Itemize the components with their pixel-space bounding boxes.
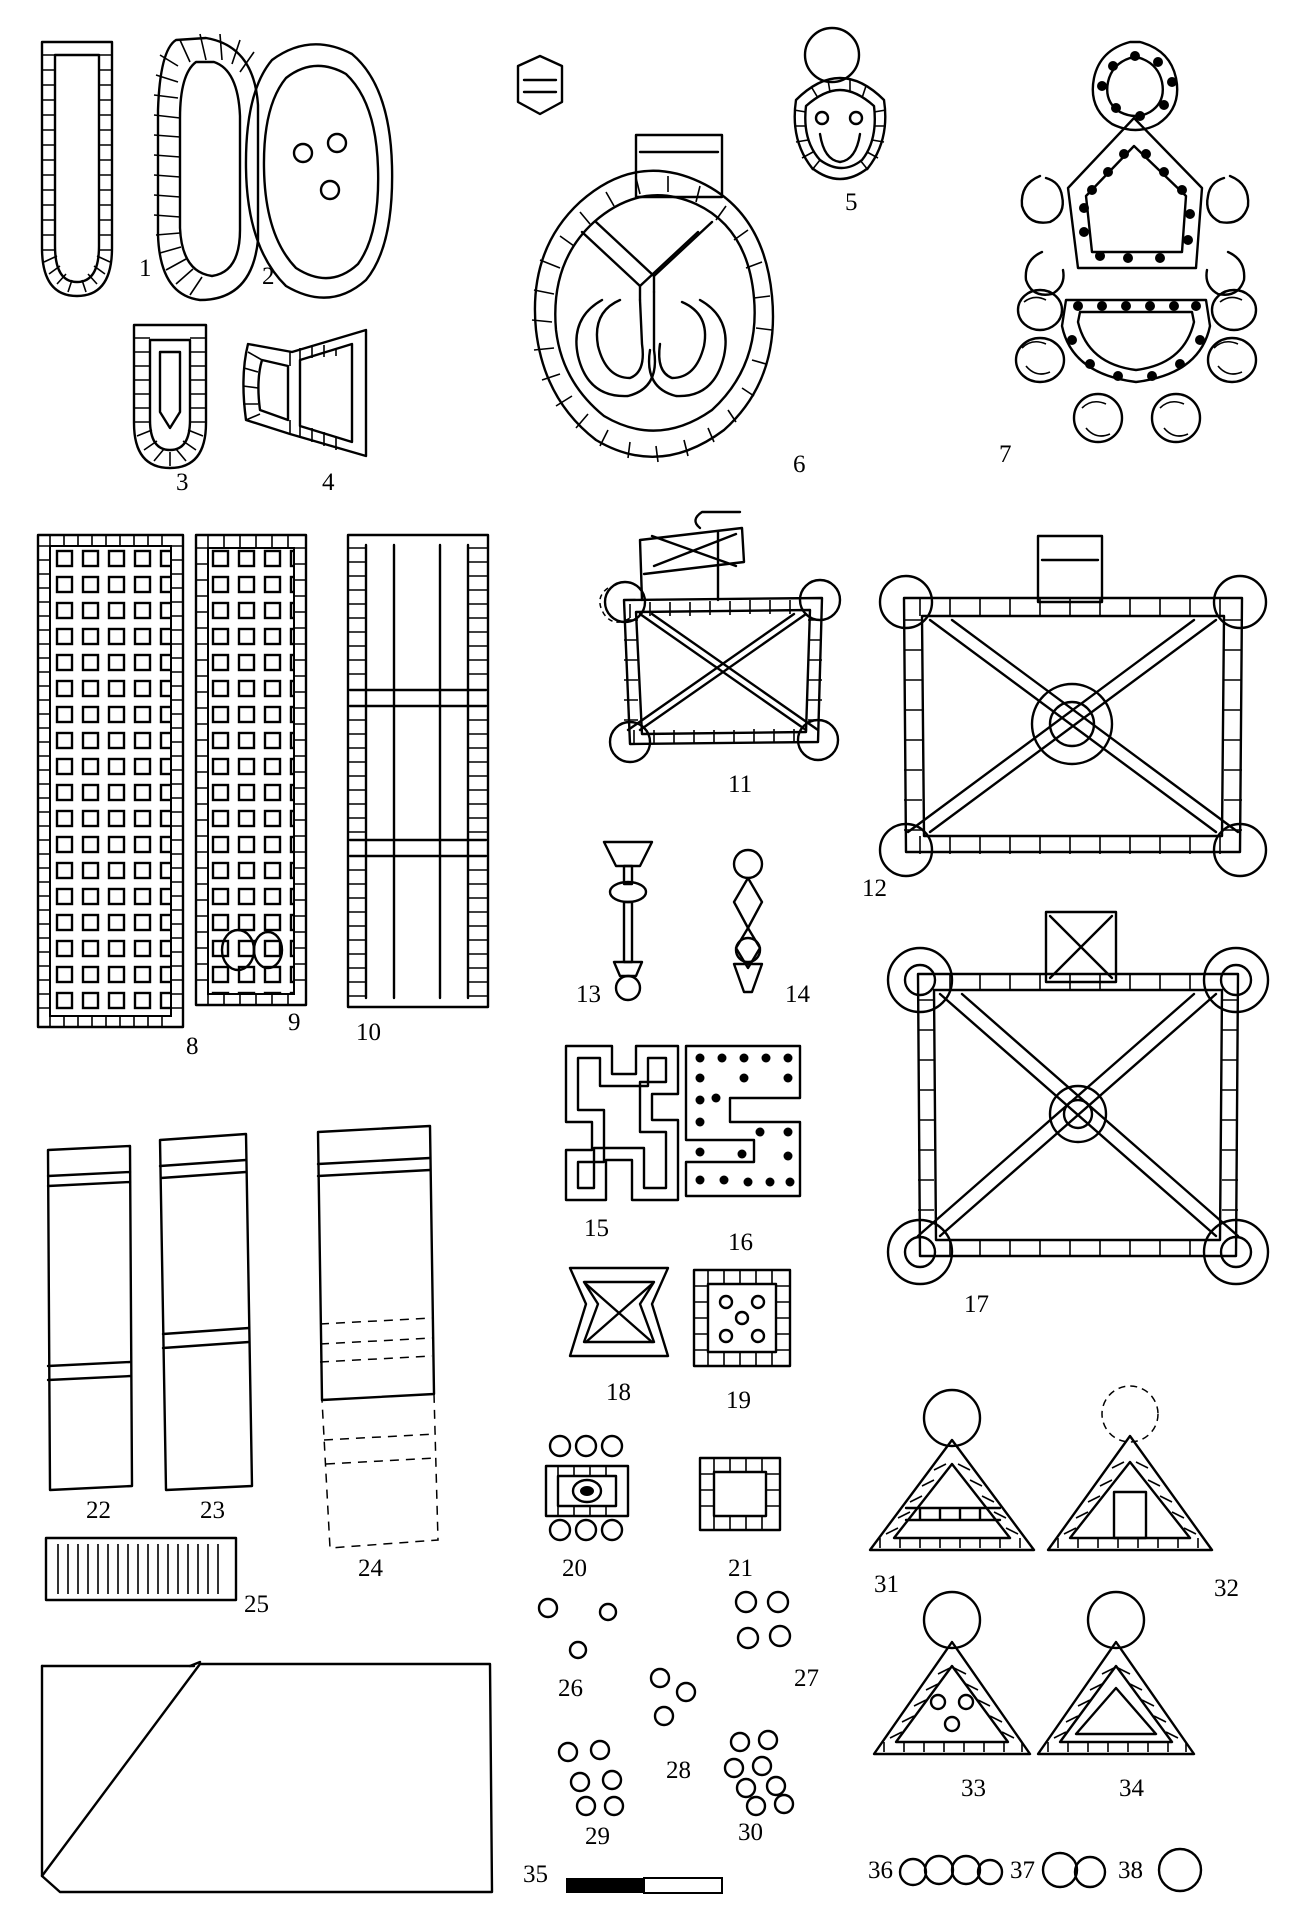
figure-label-13: 13 [576,981,601,1008]
figure-20 [546,1436,628,1540]
figure-33 [874,1592,1030,1754]
figure-1 [42,42,112,296]
equals-symbol [518,56,562,114]
figure-label-6: 6 [793,451,806,478]
figure-label-2: 2 [262,263,275,290]
figure-6 [532,135,773,462]
figure-label-16: 16 [728,1229,753,1256]
figure-14 [734,850,762,992]
figure-label-17: 17 [964,1291,989,1318]
figure-label-26: 26 [558,1675,583,1702]
figure-label-31: 31 [874,1571,899,1598]
figure-26 [539,1599,616,1658]
figure-12 [880,536,1266,876]
figure-24 [318,1126,438,1548]
figure-22 [48,1146,132,1490]
figure-4 [243,330,366,456]
figure-17 [888,912,1268,1284]
figure-13 [604,842,652,1000]
figure-21 [700,1458,780,1530]
figure-label-21: 21 [728,1555,753,1582]
figure-label-1: 1 [139,255,152,282]
figure-38 [1159,1849,1201,1891]
figure-10 [348,535,488,1007]
figure-label-25: 25 [244,1591,269,1618]
figure-25 [46,1538,236,1600]
figure-15 [566,1046,678,1200]
figure-label-15: 15 [584,1215,609,1242]
figure-28 [651,1669,695,1725]
figure-32 [1048,1386,1212,1550]
figure-label-3: 3 [176,469,189,496]
figure-label-29: 29 [585,1823,610,1850]
figure-label-36: 36 [868,1857,893,1884]
figure-label-38: 38 [1118,1857,1143,1884]
figure-label-8: 8 [186,1033,199,1060]
figure-label-5: 5 [845,189,858,216]
figure-31 [870,1390,1034,1550]
figure-35 [42,1662,492,1892]
figure-label-24: 24 [358,1555,383,1582]
figure-16 [686,1046,800,1196]
figure-18 [570,1268,668,1356]
figure-23 [160,1134,252,1490]
figure-label-23: 23 [200,1497,225,1524]
figure-label-30: 30 [738,1819,763,1846]
figure-label-10: 10 [356,1019,381,1046]
figure-29 [559,1741,623,1815]
figure-8 [38,535,183,1027]
figure-5 [794,28,886,179]
figure-9 [196,535,306,1005]
figure-label-20: 20 [562,1555,587,1582]
figure-2 [154,34,392,300]
figure-36 [900,1856,1002,1885]
figure-3 [134,325,206,468]
figure-label-34: 34 [1119,1775,1144,1802]
figure-37 [1043,1853,1105,1887]
figure-label-12: 12 [862,875,887,902]
figure-label-22: 22 [86,1497,111,1524]
figure-11 [600,512,840,762]
figure-label-9: 9 [288,1009,301,1036]
figure-7 [1016,42,1256,442]
figure-label-32: 32 [1214,1575,1239,1602]
figure-label-7: 7 [999,441,1012,468]
figure-19 [694,1270,790,1366]
figure-label-35: 35 [523,1861,548,1888]
scale-bar [566,1878,722,1893]
figure-label-11: 11 [728,771,753,798]
figure-27 [736,1592,790,1648]
figure-30 [725,1731,793,1815]
figure-label-37: 37 [1010,1857,1035,1884]
figure-label-14: 14 [785,981,810,1008]
figure-label-18: 18 [606,1379,631,1406]
figure-label-28: 28 [666,1757,691,1784]
figure-label-33: 33 [961,1775,986,1802]
figure-label-27: 27 [794,1665,819,1692]
figure-34 [1038,1592,1194,1754]
figure-label-4: 4 [322,469,335,496]
figure-label-19: 19 [726,1387,751,1414]
